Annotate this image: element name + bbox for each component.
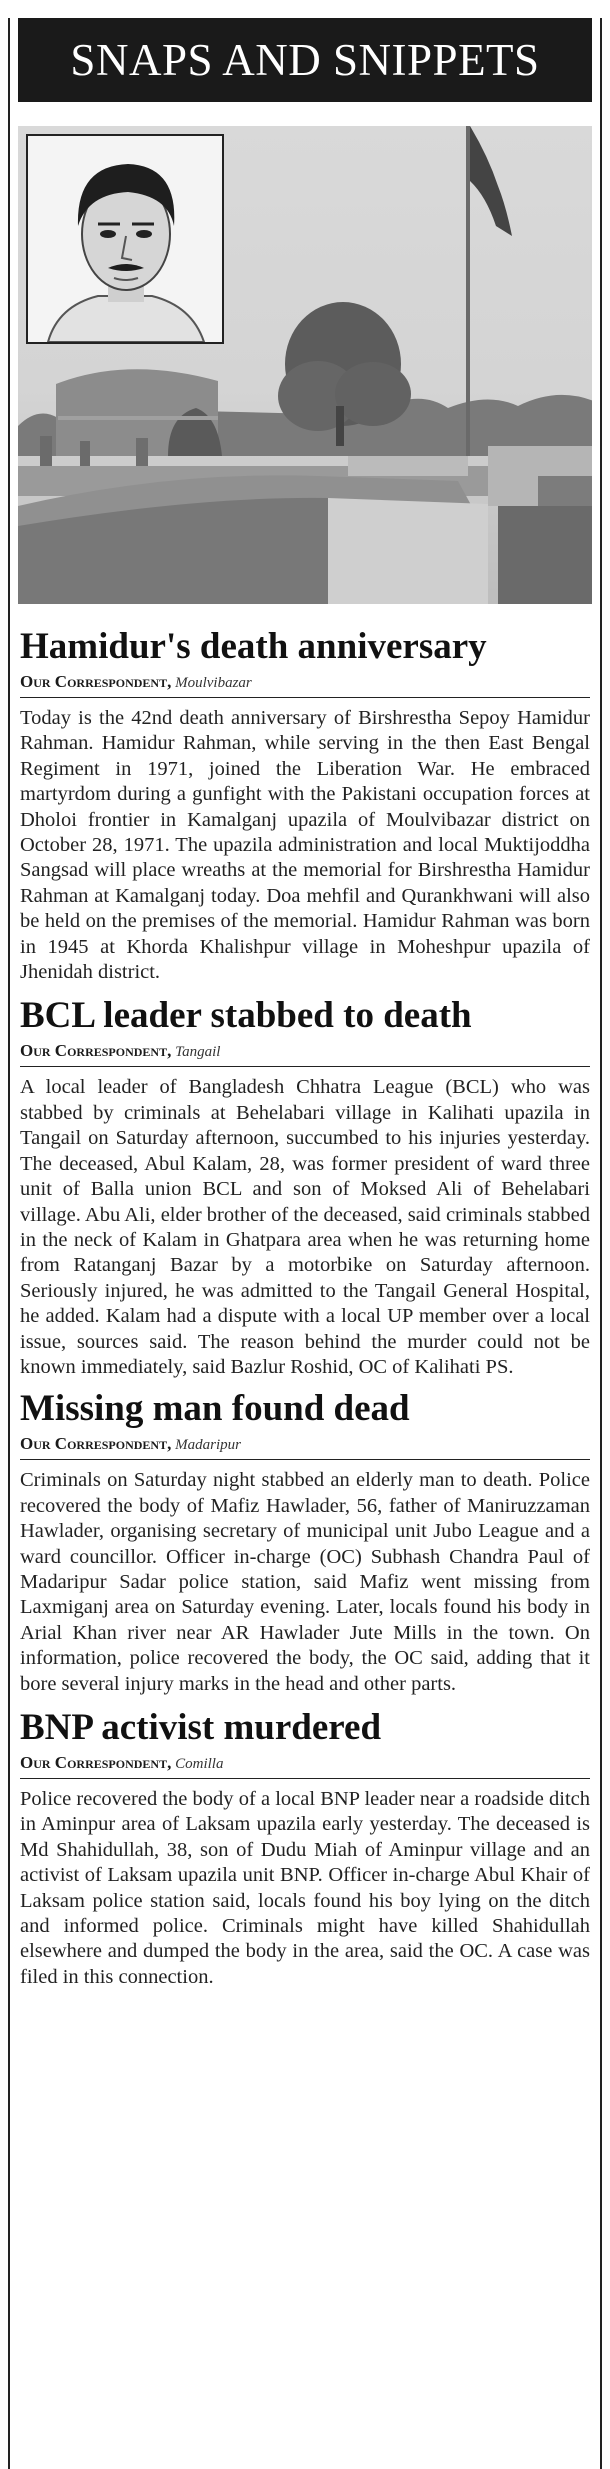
byline	[20, 1434, 590, 1460]
story-headline: BNP activist murdered	[20, 1707, 382, 1748]
story-headline: BCL leader stabbed to death	[20, 995, 472, 1037]
story-body: Criminals on Saturday night stabbed an elderly man to death. Police recovered the body of Mafiz Hawlader, 56, father of Maniruzzaman Hawlader, organising secretary of municipal unit Jubo League and a ward councillor. Officer in-charge (OC) Subhash Chandra Paul of Madaripur Sadar police station, said Mafiz went missing from Laxmiganj area on Saturday evening. Later, locals found his body in Arial Khan river near AR Hawlader Jute Mills in the town. On information, police recovered the body, the OC said, adding that it bore several injury marks in the head and other parts.	[20, 1469, 590, 1695]
story-body: Police recovered the body of a local BNP leader near a roadside ditch in Aminpur area of Laksam upazila early yesterday. The deceased is Md Shahidullah, 38, son of Dudu Miah of Aminpur village and an activist of Laksam upazila unit BNP. Officer in-charge Abul Khair of Laksam police station said, locals found his boy lying on the ditch and informed police. Criminals might have killed Shahidullah elsewhere and dumped the body in the area, said the OC. A case was filed in this connection.	[20, 1788, 590, 1988]
story-bnp-activist	[10, 1705, 600, 1990]
story-headline: Hamidur's death anniversary	[20, 626, 487, 667]
byline-place: Tangail	[175, 1044, 221, 1061]
byline-author: Our Correspondent,	[20, 1434, 172, 1454]
byline-author: Our Correspondent,	[20, 672, 172, 691]
memorial-photo	[18, 126, 592, 604]
section-banner: SNAPS AND SNIPPETS	[18, 18, 592, 102]
story-bcl-leader	[10, 993, 600, 1380]
story-body: A local leader of Bangladesh Chhatra League (BCL) who was stabbed by criminals at Behelabari village in Kalihati upazila in Tangail on Saturday afternoon, succumbed to his injuries yesterday. The deceased, Abul Kalam, 28, was former president of ward three unit of Balla union BCL and son of Moksed Ali of Behelabari village. Abu Ali, elder brother of the deceased, said criminals stabbed in the neck of Kalam in Ghatpara area when he was returning home from Ratanganj Bazar by a motorbike on Saturday afternoon. Seriously injured, he was admitted to the Tangail General Hospital, he added. Kalam had a dispute with a local UP member over a local issue, sources said. The reason behind the murder could not be known immediately, said Bazlur Roshid, OC of Kalihati PS.	[20, 1076, 590, 1378]
story-missing-man	[10, 1386, 600, 1697]
byline	[20, 1753, 590, 1779]
byline	[20, 1041, 590, 1067]
byline-place: Madaripur	[175, 1437, 241, 1454]
byline-place: Moulvibazar	[175, 675, 252, 691]
byline	[20, 672, 590, 698]
byline-author: Our Correspondent,	[20, 1041, 172, 1061]
newspaper-column	[8, 18, 602, 2469]
story-hamidur	[10, 624, 600, 985]
story-headline: Missing man found dead	[20, 1388, 410, 1430]
story-body: Today is the 42nd death anniversary of Birshrestha Sepoy Hamidur Rahman. Hamidur Rahman, while serving in the then East Bengal Regiment in 1971, joined the Liberation War. He embraced martyrdom during a gunfight with the Pakistani occupation forces at Dholoi frontier in Kamalganj upazila of Moulvibazar district on October 28, 1971. The upazila administration and local Muktijoddha Sangsad will place wreaths at the memorial for Birshrestha Hamidur Rahman at Kamalganj today. Doa mehfil and Qurankhwani will also be held on the premises of the memorial. Hamidur Rahman was born in 1945 at Khorda Khalishpur village in Moheshpur upazila of Jhenidah district.	[20, 707, 590, 984]
portrait-sketch	[26, 134, 224, 344]
byline-author: Our Correspondent,	[20, 1753, 172, 1772]
byline-place: Comilla	[175, 1756, 224, 1772]
